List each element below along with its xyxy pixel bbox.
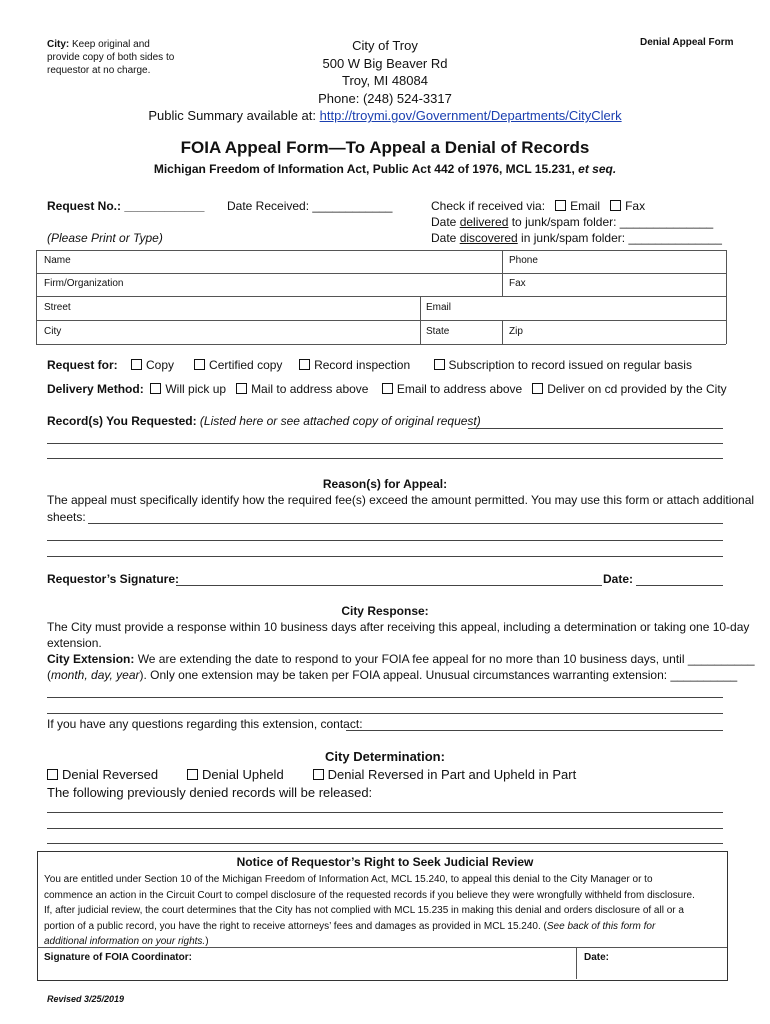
email-delivery-checkbox[interactable] bbox=[382, 383, 393, 394]
received-fax-checkbox[interactable] bbox=[610, 200, 621, 211]
notice-line-4-text: portion of a public record, you have the right to receive attorneys’ fees and damages as provided in MCL 15.240. ( bbox=[44, 920, 547, 932]
request-for-row bbox=[47, 358, 692, 372]
notice-line-5-text: ) bbox=[205, 936, 209, 947]
city-extension bbox=[47, 652, 755, 666]
received-fax-label: Fax bbox=[625, 199, 646, 213]
address-line-2: 500 W Big Beaver Rd bbox=[322, 55, 448, 71]
check-received-label: Check if received via: bbox=[431, 199, 546, 213]
notice-signature-divider bbox=[37, 947, 727, 948]
determination-options bbox=[47, 767, 576, 782]
records-requested bbox=[47, 414, 481, 428]
city-response-heading: City Response: bbox=[341, 604, 429, 618]
delivered-post: to junk/spam folder: ______________ bbox=[508, 215, 714, 229]
notice-body bbox=[44, 872, 695, 950]
foia-coordinator-date[interactable]: Date: bbox=[584, 952, 610, 963]
email-delivery-label: Email to address above bbox=[396, 382, 523, 396]
firm-field[interactable]: Firm/Organization bbox=[44, 278, 124, 289]
city-field[interactable]: City bbox=[44, 326, 62, 337]
city-response-text-2: extension. bbox=[47, 636, 102, 650]
ext-line2-date-format: month, day, year bbox=[51, 668, 140, 682]
notice-line-3: If, after judicial review, the court determines that the City has not complied with MCL 15.235 in making this denial and orders disclosure of all or a bbox=[44, 905, 684, 916]
copy-label: Copy bbox=[146, 358, 175, 372]
address-line-1: City of Troy bbox=[352, 38, 418, 53]
delivered-underlined: delivered bbox=[459, 215, 509, 229]
records-line-0[interactable] bbox=[468, 428, 723, 429]
released-line-1[interactable] bbox=[47, 812, 723, 813]
address-line-3: Troy, MI 48084 bbox=[342, 73, 428, 88]
name-field[interactable]: Name bbox=[44, 255, 71, 266]
notice-line-4 bbox=[44, 919, 695, 935]
page-subtitle bbox=[0, 162, 770, 176]
denial-upheld-label: Denial Upheld bbox=[202, 767, 284, 782]
city-extension-label: City Extension: bbox=[47, 652, 135, 666]
city-note-text: Keep original and bbox=[69, 39, 150, 50]
record-inspection-label: Record inspection bbox=[314, 358, 411, 372]
ext-line2-open: ( bbox=[47, 668, 51, 682]
subscription-label: Subscription to record issued on regular basis bbox=[448, 358, 692, 372]
city-address bbox=[0, 37, 770, 125]
zip-field[interactable]: Zip bbox=[509, 326, 523, 337]
requestor-signature-line[interactable] bbox=[176, 585, 602, 586]
record-inspection-checkbox[interactable] bbox=[299, 359, 310, 370]
extension-line-2[interactable] bbox=[47, 713, 723, 714]
records-released-label: The following previously denied records will be released: bbox=[47, 785, 373, 800]
ext-line2-rest: ). Only one extension may be taken per FOIA appeal. Unusual circumstances warranting extension: __________ bbox=[139, 668, 738, 682]
extension-line-1[interactable] bbox=[47, 697, 723, 698]
delivered-pre: Date bbox=[431, 215, 460, 229]
city-note-line2: provide copy of both sides to bbox=[47, 52, 175, 63]
subtitle-text: Michigan Freedom of Information Act, Public Act 442 of 1976, MCL 15.231, bbox=[153, 162, 579, 176]
city-note-label: City: bbox=[47, 39, 70, 50]
received-email-checkbox[interactable] bbox=[555, 200, 566, 211]
denial-part-label: Denial Reversed in Part and Upheld in Part bbox=[327, 767, 577, 782]
signature-date-line[interactable] bbox=[636, 585, 723, 586]
page-title: FOIA Appeal Form—To Appeal a Denial of Records bbox=[180, 138, 590, 157]
form-tag: Denial Appeal Form bbox=[640, 37, 734, 48]
notice-date-divider bbox=[576, 947, 577, 979]
city-response-text-1: The City must provide a response within 10 business days after receiving this appeal, including a determination or taking one 10-day bbox=[47, 620, 750, 634]
records-requested-note: (Listed here or see attached copy of original request) bbox=[196, 414, 481, 428]
pickup-checkbox[interactable] bbox=[150, 383, 161, 394]
notice-line-5-em: additional information on your rights. bbox=[44, 936, 206, 947]
date-discovered-junk[interactable] bbox=[431, 230, 722, 246]
public-summary-label: Public Summary available at: bbox=[148, 108, 320, 123]
released-line-2[interactable] bbox=[47, 828, 723, 829]
extension-contact-label: If you have any questions regarding this extension, contact: bbox=[47, 717, 363, 731]
discovered-underlined: discovered bbox=[459, 231, 518, 245]
state-field[interactable]: State bbox=[426, 326, 450, 337]
records-requested-label: Record(s) You Requested: bbox=[47, 414, 197, 428]
discovered-post: in junk/spam folder: ______________ bbox=[517, 231, 722, 245]
certified-copy-label: Certified copy bbox=[209, 358, 283, 372]
discovered-pre: Date bbox=[431, 231, 460, 245]
foia-coordinator-signature[interactable]: Signature of FOIA Coordinator: bbox=[44, 952, 192, 963]
requestor-signature-label: Requestor’s Signature: bbox=[47, 572, 180, 586]
city-determination-heading: City Determination: bbox=[325, 749, 445, 764]
received-email-label: Email bbox=[570, 199, 601, 213]
notice-line-1: You are entitled under Section 10 of the Michigan Freedom of Information Act, MCL 15.240, to appeal this denial to the City Manager or to bbox=[44, 874, 653, 885]
notice-line-2: commence an action in the Circuit Court to compel disclosure of the requested records if you believe they were wrongfully withheld from disclosure. bbox=[44, 889, 695, 901]
received-via-block bbox=[431, 198, 722, 246]
reasons-line-1[interactable] bbox=[88, 523, 723, 524]
records-line-1[interactable] bbox=[47, 443, 723, 444]
denial-reversed-checkbox[interactable] bbox=[47, 769, 58, 780]
reasons-sheets-label: sheets: bbox=[47, 510, 86, 524]
city-extension-text: We are extending the date to respond to your FOIA fee appeal for no more than 10 business days, until __________ bbox=[134, 652, 755, 666]
delivery-method-label: Delivery Method: bbox=[47, 382, 144, 396]
request-number[interactable]: Request No.: ____________ bbox=[47, 199, 205, 213]
denial-reversed-label: Denial Reversed bbox=[62, 767, 159, 782]
city-extension-line2 bbox=[47, 668, 737, 682]
phone-field[interactable]: Phone bbox=[509, 255, 538, 266]
notice-heading: Notice of Requestor’s Right to Seek Judicial Review bbox=[236, 855, 534, 869]
mail-label: Mail to address above bbox=[251, 382, 369, 396]
subtitle-emphasis: et seq. bbox=[578, 162, 617, 176]
email-field[interactable]: Email bbox=[426, 302, 452, 313]
extension-contact-line[interactable] bbox=[346, 730, 723, 731]
certified-copy-checkbox[interactable] bbox=[194, 359, 205, 370]
signature-date-label: Date: bbox=[603, 572, 634, 586]
revision-date: Revised 3/25/2019 bbox=[47, 994, 125, 1004]
delivery-method-row bbox=[47, 382, 727, 396]
street-field[interactable]: Street bbox=[44, 302, 71, 313]
records-line-2[interactable] bbox=[47, 458, 723, 459]
reasons-heading: Reason(s) for Appeal: bbox=[322, 477, 448, 491]
print-note: (Please Print or Type) bbox=[47, 231, 163, 245]
cd-checkbox[interactable] bbox=[532, 383, 543, 394]
pickup-label: Will pick up bbox=[165, 382, 227, 396]
cd-label: Deliver on cd provided by the City bbox=[547, 382, 727, 396]
date-delivered-junk[interactable] bbox=[431, 214, 722, 230]
denial-part-checkbox[interactable] bbox=[313, 769, 324, 780]
request-for-label: Request for: bbox=[47, 358, 118, 372]
fax-field[interactable]: Fax bbox=[509, 278, 526, 289]
released-line-3[interactable] bbox=[47, 843, 723, 844]
denial-upheld-checkbox[interactable] bbox=[187, 769, 198, 780]
public-summary-link[interactable]: http://troymi.gov/Government/Departments/CityClerk bbox=[319, 108, 622, 123]
notice-line-4-em: See back of this form for bbox=[546, 920, 656, 932]
reasons-line-3[interactable] bbox=[47, 556, 723, 557]
mail-checkbox[interactable] bbox=[236, 383, 247, 394]
city-note-line3: requestor at no charge. bbox=[47, 65, 151, 76]
public-summary bbox=[0, 107, 770, 125]
reasons-line-2[interactable] bbox=[47, 540, 723, 541]
subscription-checkbox[interactable] bbox=[434, 359, 445, 370]
date-received[interactable]: Date Received: ____________ bbox=[227, 199, 393, 213]
copy-checkbox[interactable] bbox=[131, 359, 142, 370]
reasons-text: The appeal must specifically identify how the required fee(s) exceed the amount permitted. You may use this form or attach additional bbox=[47, 493, 755, 507]
address-line-4: Phone: (248) 524-3317 bbox=[318, 90, 452, 106]
